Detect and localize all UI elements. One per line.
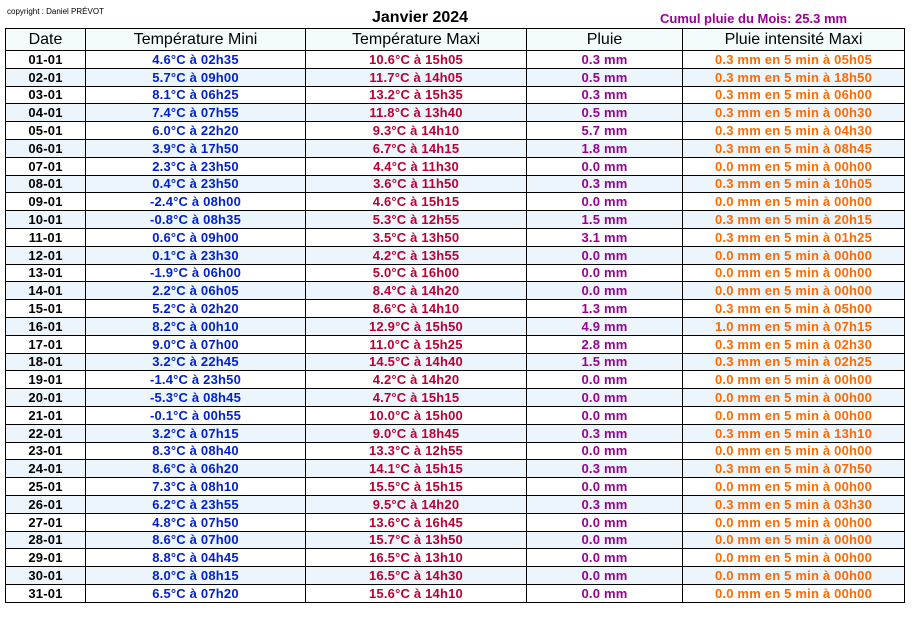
temp-min-cell: -2.4°C à 08h00 [86, 193, 306, 211]
table-row [6, 460, 905, 478]
table-row [6, 51, 905, 69]
date-cell: 04-01 [6, 104, 86, 122]
table-row [6, 371, 905, 389]
rain-intensity-cell: 0.0 mm en 5 min à 00h00 [683, 567, 905, 585]
temp-max-cell: 11.7°C à 14h05 [306, 68, 527, 86]
temp-max-cell: 5.0°C à 16h00 [306, 264, 527, 282]
temp-min-cell: 8.6°C à 06h20 [86, 460, 306, 478]
temp-min-cell: 8.0°C à 08h15 [86, 567, 306, 585]
rain-intensity-cell: 0.0 mm en 5 min à 00h00 [683, 513, 905, 531]
date-cell: 15-01 [6, 300, 86, 318]
date-cell: 05-01 [6, 122, 86, 140]
table-row [6, 193, 905, 211]
temp-min-cell: 8.3°C à 08h40 [86, 442, 306, 460]
rain-intensity-cell: 0.3 mm en 5 min à 02h25 [683, 353, 905, 371]
temp-max-cell: 14.5°C à 14h40 [306, 353, 527, 371]
date-cell: 31-01 [6, 584, 86, 602]
temp-max-cell: 10.6°C à 15h05 [306, 51, 527, 69]
daily-weather-table [5, 28, 905, 603]
temp-min-cell: 6.0°C à 22h20 [86, 122, 306, 140]
column-header-rain: Pluie [527, 29, 683, 51]
rain-cell: 0.0 mm [527, 371, 683, 389]
rain-cell: 0.3 mm [527, 51, 683, 69]
table-row [6, 353, 905, 371]
date-cell: 01-01 [6, 51, 86, 69]
temp-max-cell: 16.5°C à 14h30 [306, 567, 527, 585]
rain-cell: 0.0 mm [527, 157, 683, 175]
date-cell: 22-01 [6, 424, 86, 442]
temp-max-cell: 3.5°C à 13h50 [306, 228, 527, 246]
date-cell: 25-01 [6, 478, 86, 496]
table-row [6, 86, 905, 104]
rain-intensity-cell: 0.0 mm en 5 min à 00h00 [683, 282, 905, 300]
temp-min-cell: 0.6°C à 09h00 [86, 228, 306, 246]
rain-cell: 0.5 mm [527, 68, 683, 86]
date-cell: 19-01 [6, 371, 86, 389]
rain-cell: 0.0 mm [527, 584, 683, 602]
column-header-date: Date [6, 29, 86, 51]
date-cell: 12-01 [6, 246, 86, 264]
rain-cell: 4.9 mm [527, 317, 683, 335]
date-cell: 14-01 [6, 282, 86, 300]
rain-intensity-cell: 0.0 mm en 5 min à 00h00 [683, 157, 905, 175]
temp-max-cell: 3.6°C à 11h50 [306, 175, 527, 193]
rain-intensity-cell: 0.3 mm en 5 min à 07h50 [683, 460, 905, 478]
date-cell: 27-01 [6, 513, 86, 531]
temp-min-cell: 5.7°C à 09h00 [86, 68, 306, 86]
date-cell: 16-01 [6, 317, 86, 335]
table-row [6, 478, 905, 496]
temp-min-cell: 4.8°C à 07h50 [86, 513, 306, 531]
temp-min-cell: 3.2°C à 22h45 [86, 353, 306, 371]
temp-min-cell: 0.4°C à 23h50 [86, 175, 306, 193]
temp-max-cell: 14.1°C à 15h15 [306, 460, 527, 478]
monthly-rain-total: Cumul pluie du Mois: 25.3 mm [660, 11, 848, 26]
rain-intensity-cell: 0.3 mm en 5 min à 03h30 [683, 495, 905, 513]
table-row [6, 584, 905, 602]
temp-max-cell: 6.7°C à 14h15 [306, 139, 527, 157]
rain-cell: 0.0 mm [527, 389, 683, 407]
table-row [6, 317, 905, 335]
table-row [6, 139, 905, 157]
temp-min-cell: 2.2°C à 06h05 [86, 282, 306, 300]
rain-intensity-cell: 1.0 mm en 5 min à 07h15 [683, 317, 905, 335]
rain-cell: 2.8 mm [527, 335, 683, 353]
rain-cell: 1.8 mm [527, 139, 683, 157]
column-header-temp-min: Température Mini [86, 29, 306, 51]
table-row [6, 424, 905, 442]
table-row [6, 495, 905, 513]
rain-cell: 0.0 mm [527, 567, 683, 585]
date-cell: 07-01 [6, 157, 86, 175]
temp-max-cell: 4.4°C à 11h30 [306, 157, 527, 175]
rain-cell: 3.1 mm [527, 228, 683, 246]
date-cell: 09-01 [6, 193, 86, 211]
rain-cell: 0.0 mm [527, 478, 683, 496]
table-row [6, 513, 905, 531]
temp-min-cell: 0.1°C à 23h30 [86, 246, 306, 264]
rain-cell: 0.0 mm [527, 442, 683, 460]
table-row [6, 175, 905, 193]
rain-intensity-cell: 0.0 mm en 5 min à 00h00 [683, 549, 905, 567]
temp-max-cell: 4.2°C à 13h55 [306, 246, 527, 264]
date-cell: 21-01 [6, 406, 86, 424]
temp-max-cell: 15.6°C à 14h10 [306, 584, 527, 602]
rain-intensity-cell: 0.0 mm en 5 min à 00h00 [683, 264, 905, 282]
temp-max-cell: 15.7°C à 13h50 [306, 531, 527, 549]
column-header-temp-max: Température Maxi [306, 29, 527, 51]
rain-intensity-cell: 0.0 mm en 5 min à 00h00 [683, 531, 905, 549]
temp-max-cell: 11.0°C à 15h25 [306, 335, 527, 353]
rain-intensity-cell: 0.3 mm en 5 min à 18h50 [683, 68, 905, 86]
rain-cell: 0.3 mm [527, 424, 683, 442]
table-row [6, 549, 905, 567]
rain-cell: 0.3 mm [527, 495, 683, 513]
copyright-note: copyright : Daniel PRÉVOT [7, 7, 104, 16]
temp-min-cell: -1.4°C à 23h50 [86, 371, 306, 389]
rain-cell: 0.5 mm [527, 104, 683, 122]
temp-min-cell: 9.0°C à 07h00 [86, 335, 306, 353]
rain-cell: 1.3 mm [527, 300, 683, 318]
table-row [6, 246, 905, 264]
table-row [6, 211, 905, 229]
rain-intensity-cell: 0.3 mm en 5 min à 00h30 [683, 104, 905, 122]
temp-min-cell: 5.2°C à 02h20 [86, 300, 306, 318]
rain-cell: 0.3 mm [527, 460, 683, 478]
date-cell: 13-01 [6, 264, 86, 282]
date-cell: 17-01 [6, 335, 86, 353]
date-cell: 08-01 [6, 175, 86, 193]
rain-intensity-cell: 0.0 mm en 5 min à 00h00 [683, 193, 905, 211]
table-row [6, 104, 905, 122]
table-row [6, 300, 905, 318]
temp-min-cell: -0.8°C à 08h35 [86, 211, 306, 229]
table-header-row [6, 29, 905, 51]
temp-max-cell: 9.5°C à 14h20 [306, 495, 527, 513]
temp-max-cell: 11.8°C à 13h40 [306, 104, 527, 122]
temp-min-cell: -1.9°C à 06h00 [86, 264, 306, 282]
temp-min-cell: 4.6°C à 02h35 [86, 51, 306, 69]
weather-report [5, 4, 904, 603]
rain-cell: 0.0 mm [527, 531, 683, 549]
rain-intensity-cell: 0.0 mm en 5 min à 00h00 [683, 389, 905, 407]
temp-max-cell: 13.2°C à 15h35 [306, 86, 527, 104]
date-cell: 23-01 [6, 442, 86, 460]
temp-max-cell: 10.0°C à 15h00 [306, 406, 527, 424]
temp-min-cell: -5.3°C à 08h45 [86, 389, 306, 407]
rain-cell: 0.3 mm [527, 86, 683, 104]
rain-cell: 0.0 mm [527, 406, 683, 424]
rain-intensity-cell: 0.3 mm en 5 min à 08h45 [683, 139, 905, 157]
table-row [6, 389, 905, 407]
table-row [6, 122, 905, 140]
table-row [6, 264, 905, 282]
temp-max-cell: 4.7°C à 15h15 [306, 389, 527, 407]
temp-min-cell: 6.2°C à 23h55 [86, 495, 306, 513]
temp-max-cell: 9.3°C à 14h10 [306, 122, 527, 140]
temp-min-cell: 7.4°C à 07h55 [86, 104, 306, 122]
report-header [5, 4, 904, 28]
temp-max-cell: 4.6°C à 15h15 [306, 193, 527, 211]
temp-min-cell: 8.1°C à 06h25 [86, 86, 306, 104]
rain-cell: 0.3 mm [527, 175, 683, 193]
rain-intensity-cell: 0.3 mm en 5 min à 13h10 [683, 424, 905, 442]
date-cell: 24-01 [6, 460, 86, 478]
temp-min-cell: 6.5°C à 07h20 [86, 584, 306, 602]
temp-max-cell: 5.3°C à 12h55 [306, 211, 527, 229]
table-row [6, 406, 905, 424]
rain-intensity-cell: 0.3 mm en 5 min à 04h30 [683, 122, 905, 140]
temp-max-cell: 15.5°C à 15h15 [306, 478, 527, 496]
rain-intensity-cell: 0.3 mm en 5 min à 01h25 [683, 228, 905, 246]
temp-max-cell: 4.2°C à 14h20 [306, 371, 527, 389]
table-row [6, 531, 905, 549]
rain-intensity-cell: 0.0 mm en 5 min à 00h00 [683, 371, 905, 389]
temp-max-cell: 9.0°C à 18h45 [306, 424, 527, 442]
table-row [6, 567, 905, 585]
column-header-rain-intensity: Pluie intensité Maxi [683, 29, 905, 51]
date-cell: 29-01 [6, 549, 86, 567]
temp-max-cell: 13.6°C à 16h45 [306, 513, 527, 531]
table-row [6, 68, 905, 86]
rain-intensity-cell: 0.3 mm en 5 min à 02h30 [683, 335, 905, 353]
temp-min-cell: -0.1°C à 00h55 [86, 406, 306, 424]
temp-min-cell: 3.2°C à 07h15 [86, 424, 306, 442]
rain-cell: 0.0 mm [527, 513, 683, 531]
rain-intensity-cell: 0.0 mm en 5 min à 00h00 [683, 584, 905, 602]
rain-intensity-cell: 0.3 mm en 5 min à 10h05 [683, 175, 905, 193]
date-cell: 10-01 [6, 211, 86, 229]
table-row [6, 228, 905, 246]
rain-cell: 1.5 mm [527, 211, 683, 229]
temp-min-cell: 8.6°C à 07h00 [86, 531, 306, 549]
temp-min-cell: 8.8°C à 04h45 [86, 549, 306, 567]
rain-intensity-cell: 0.0 mm en 5 min à 00h00 [683, 478, 905, 496]
rain-cell: 0.0 mm [527, 246, 683, 264]
rain-cell: 5.7 mm [527, 122, 683, 140]
date-cell: 03-01 [6, 86, 86, 104]
temp-min-cell: 2.3°C à 23h50 [86, 157, 306, 175]
rain-cell: 0.0 mm [527, 264, 683, 282]
date-cell: 30-01 [6, 567, 86, 585]
date-cell: 18-01 [6, 353, 86, 371]
rain-intensity-cell: 0.3 mm en 5 min à 20h15 [683, 211, 905, 229]
table-row [6, 282, 905, 300]
rain-intensity-cell: 0.3 mm en 5 min à 05h00 [683, 300, 905, 318]
date-cell: 06-01 [6, 139, 86, 157]
date-cell: 28-01 [6, 531, 86, 549]
rain-intensity-cell: 0.3 mm en 5 min à 06h00 [683, 86, 905, 104]
rain-intensity-cell: 0.0 mm en 5 min à 00h00 [683, 406, 905, 424]
temp-max-cell: 8.4°C à 14h20 [306, 282, 527, 300]
temp-min-cell: 3.9°C à 17h50 [86, 139, 306, 157]
rain-cell: 1.5 mm [527, 353, 683, 371]
rain-cell: 0.0 mm [527, 282, 683, 300]
temp-max-cell: 13.3°C à 12h55 [306, 442, 527, 460]
date-cell: 11-01 [6, 228, 86, 246]
table-row [6, 442, 905, 460]
temp-min-cell: 8.2°C à 00h10 [86, 317, 306, 335]
table-row [6, 157, 905, 175]
temp-min-cell: 7.3°C à 08h10 [86, 478, 306, 496]
date-cell: 20-01 [6, 389, 86, 407]
rain-intensity-cell: 0.0 mm en 5 min à 00h00 [683, 246, 905, 264]
date-cell: 02-01 [6, 68, 86, 86]
rain-cell: 0.0 mm [527, 549, 683, 567]
rain-intensity-cell: 0.0 mm en 5 min à 00h00 [683, 442, 905, 460]
temp-max-cell: 12.9°C à 15h50 [306, 317, 527, 335]
rain-intensity-cell: 0.3 mm en 5 min à 05h05 [683, 51, 905, 69]
temp-max-cell: 16.5°C à 13h10 [306, 549, 527, 567]
month-title: Janvier 2024 [372, 9, 469, 26]
temp-max-cell: 8.6°C à 14h10 [306, 300, 527, 318]
rain-cell: 0.0 mm [527, 193, 683, 211]
date-cell: 26-01 [6, 495, 86, 513]
table-row [6, 335, 905, 353]
